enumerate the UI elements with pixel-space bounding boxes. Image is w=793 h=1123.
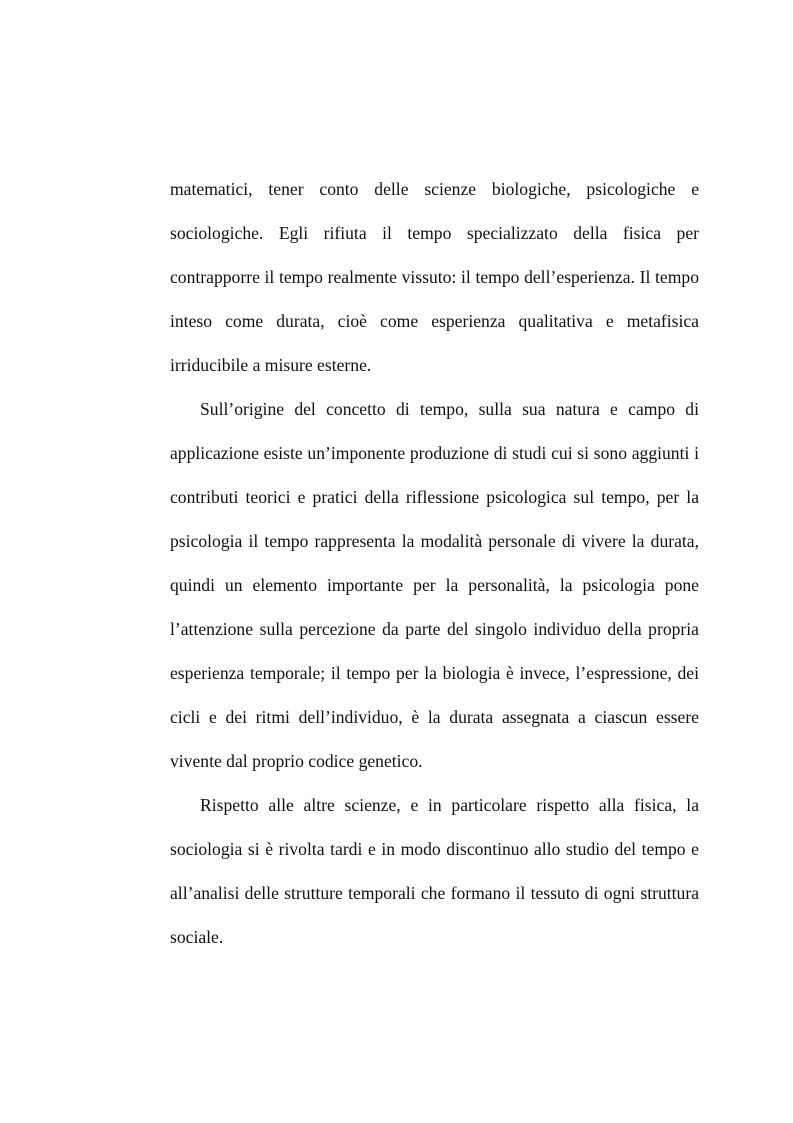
- paragraph-origin-of-time: Sull’origine del concetto di tempo, sulla sua natura e campo di applicazione esiste un’imponente produzione di studi cui si sono aggiunti i contributi teorici e pratici della riflessione psicologica sul tempo, per la psicologia il tempo rappresenta la modalità personale di vivere la durata, quindi un elemento importante per la personalità, la psicologia pone l’attenzione sulla percezione da parte del singolo individuo della propria esperienza temporale; il tempo per la biologia è invece, l’espressione, dei cicli e dei ritmi dell’individuo, è la durata assegnata a ciascun essere vivente dal proprio codice genetico.: [170, 399, 699, 771]
- paragraph-sociology: Rispetto alle altre scienze, e in particolare rispetto alla fisica, la sociologia si è rivolta tardi e in modo discontinuo allo studio del tempo e all’analisi delle strutture temporali che formano il tessuto di ogni struttura sociale.: [170, 795, 699, 947]
- paragraph-continuation: matematici, tener conto delle scienze biologiche, psicologiche e sociologiche. Egli rifiuta il tempo specializzato della fisica per contrapporre il tempo realmente vissuto: il tempo dell’esperienza. Il tempo inteso come durata, cioè come esperienza qualitativa e metafisica irriducibile a misure esterne.: [170, 179, 699, 375]
- body-text: [170, 167, 699, 959]
